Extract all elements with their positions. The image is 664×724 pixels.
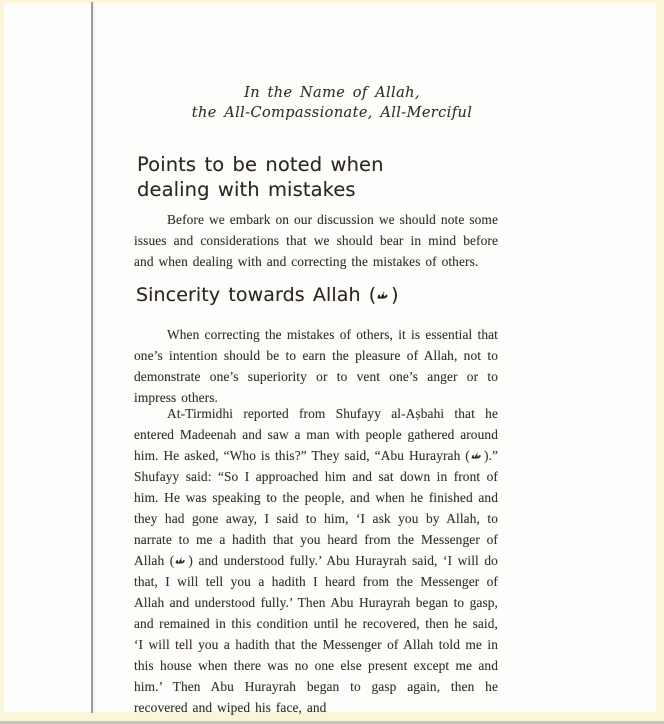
sincerity-paragraph: When correcting the mistakes of others, it is essential that one’s intention should be to earn the pleasure of Allah, not to demonstrate one’s superiority or to vent one’s anger or to impress others.: [134, 327, 498, 405]
basmala-invocation: [134, 83, 530, 123]
allah-honorific-calligraphy-icon: [376, 291, 391, 301]
chapter-heading-line-2: dealing with mistakes: [137, 177, 356, 201]
chapter-heading: [137, 153, 384, 202]
basmala-line-1: In the Name of Allah,: [244, 85, 420, 101]
page-left-edge: [0, 0, 4, 724]
intro-paragraph: Before we embark on our discussion we should note some issues and considerations that we should bear in mind before and when dealing with and correcting the mistakes of others.: [134, 212, 498, 269]
page-gutter-shadow-line: [91, 2, 93, 713]
page-right-edge: [656, 0, 664, 724]
sincerity-section-heading: Sincerity towards Allah ( ): [136, 284, 399, 306]
chapter-heading-line-1: Points to be noted when: [137, 153, 384, 176]
page-top-edge: [0, 0, 664, 3]
sallallahu-alayhi-wa-sallam-calligraphy-icon: [174, 557, 188, 565]
radi-allahu-anhu-calligraphy-icon: [470, 452, 484, 460]
hadith-narration-paragraph: At-Tirmidhi reported from Shufayy al-Aṣbahi that he entered Madeenah and saw a man with people gathered around him. He asked, “Who is this?” They said, “Abu Hurayrah ( ).” Shufayy said: “So I approached him and sat down in front of him. He was speaking to the people, and when he finished and they had gone away, I said to him, ‘I ask you by Allah, to narrate to me a hadith that you heard from the Messenger of Allah ( ) and understood fully.’ Abu Hurayrah said, ‘I will do that, I will tell you a hadith I heard from the Messenger of Allah and understood fully.’ Then Abu Hurayrah began to gasp, and remained in this condition until he recovered, then he said, ‘I will tell you a hadith that the Messenger of Allah told me in this house when there was no one else present except me and him.’ Then Abu Hurayrah began to gasp again, then he recovered and wiped his face, and: [134, 406, 498, 715]
basmala-line-2: the All-Compassionate, All-Merciful: [191, 105, 473, 121]
